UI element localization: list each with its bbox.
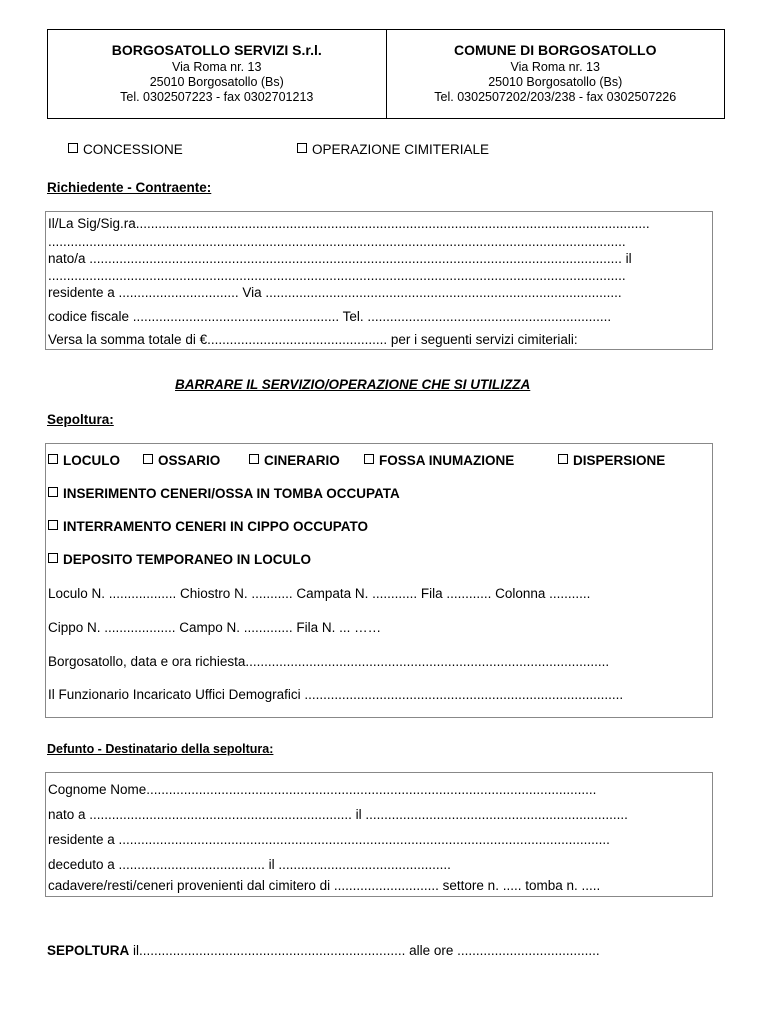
- richiedente-line[interactable]: ..........................................................................................................................................................: [48, 234, 626, 249]
- sepoltura-type-dispersione[interactable]: DISPERSIONE: [558, 453, 665, 468]
- richiedente-line[interactable]: nato/a .............................................................................................................................................. il: [48, 251, 632, 266]
- richiedente-title: Richiedente - Contraente:: [47, 180, 212, 195]
- checkbox-icon: [249, 454, 259, 464]
- defunto-title: Defunto - Destinatario della sepoltura:: [47, 742, 274, 756]
- left-org-city: 25010 Borgosatollo (Bs): [149, 75, 284, 89]
- right-org-cell: [386, 30, 725, 118]
- footer-label: SEPOLTURA: [47, 943, 130, 958]
- right-org-city: 25010 Borgosatollo (Bs): [488, 75, 623, 89]
- footer-rest: il....................................................................... alle ore ......................................: [129, 943, 600, 958]
- defunto-box: [45, 772, 713, 897]
- sepoltura-title: Sepoltura:: [47, 412, 114, 427]
- defunto-line[interactable]: Cognome Nome........................................................................................................................: [48, 782, 597, 797]
- defunto-line[interactable]: residente a ...................................................................................................................................: [48, 832, 610, 847]
- checkbox-icon: [68, 143, 78, 153]
- data-line[interactable]: Borgosatollo, data e ora richiesta.................................................................................................: [48, 654, 610, 669]
- barrare-heading: BARRARE IL SERVIZIO/OPERAZIONE CHE SI UTILIZZA: [175, 377, 531, 392]
- checkbox-icon: [48, 487, 58, 497]
- right-org-tel: Tel. 0302507202/203/238 - fax 0302507226: [434, 90, 677, 104]
- sepoltura-box: [45, 443, 713, 718]
- checkbox-icon: [48, 520, 58, 530]
- richiedente-line[interactable]: Il/La Sig/Sig.ra.........................................................................................................................................: [48, 216, 650, 231]
- funzionario-line[interactable]: Il Funzionario Incaricato Uffici Demografici .....................................................................................: [48, 687, 624, 702]
- left-org-address: Via Roma nr. 13: [172, 60, 262, 74]
- defunto-line[interactable]: deceduto a ....................................... il ..............................................: [48, 857, 451, 872]
- right-org-name: COMUNE DI BORGOSATOLLO: [454, 42, 657, 58]
- right-org-address: Via Roma nr. 13: [510, 60, 600, 74]
- richiedente-line[interactable]: residente a ................................ Via ...............................................................................................: [48, 285, 622, 300]
- sepoltura-type-fossa[interactable]: FOSSA INUMAZIONE: [364, 453, 514, 468]
- checkbox-icon: [48, 454, 58, 464]
- checkbox-icon: [558, 454, 568, 464]
- option-interramento[interactable]: INTERRAMENTO CENERI IN CIPPO OCCUPATO: [48, 519, 368, 534]
- defunto-line[interactable]: nato a ...................................................................... il ......................................................................: [48, 807, 628, 822]
- option-deposito[interactable]: DEPOSITO TEMPORANEO IN LOCULO: [48, 552, 311, 567]
- sepoltura-type-ossario[interactable]: OSSARIO: [143, 453, 220, 468]
- defunto-line[interactable]: cadavere/resti/ceneri provenienti dal cimitero di ............................ settore n. ..... tomba n. .....: [48, 878, 601, 893]
- option-concessione[interactable]: CONCESSIONE: [68, 142, 183, 157]
- option-operazione[interactable]: OPERAZIONE CIMITERIALE: [297, 142, 489, 157]
- option-inserimento[interactable]: INSERIMENTO CENERI/OSSA IN TOMBA OCCUPATA: [48, 486, 400, 501]
- left-org-tel: Tel. 0302507223 - fax 0302701213: [120, 90, 314, 104]
- footer-sepoltura-line[interactable]: [47, 943, 600, 958]
- richiedente-line[interactable]: ..........................................................................................................................................................: [48, 268, 626, 283]
- richiedente-box: [45, 211, 713, 350]
- sepoltura-type-loculo[interactable]: LOCULO: [48, 453, 120, 468]
- loculo-line[interactable]: Loculo N. .................. Chiostro N. ........... Campata N. ............ Fila ............ Colonna ...........: [48, 586, 591, 601]
- header-table: [47, 29, 725, 119]
- richiedente-line[interactable]: codice fiscale ....................................................... Tel. .................................................................: [48, 309, 612, 324]
- sepoltura-type-cinerario[interactable]: CINERARIO: [249, 453, 340, 468]
- left-org-cell: [48, 30, 386, 118]
- checkbox-icon: [364, 454, 374, 464]
- checkbox-icon: [143, 454, 153, 464]
- checkbox-icon: [297, 143, 307, 153]
- richiedente-line[interactable]: Versa la somma totale di €................................................ per i seguenti servizi cimiteriali:: [48, 332, 578, 347]
- checkbox-icon: [48, 553, 58, 563]
- cippo-line[interactable]: Cippo N. ................... Campo N. ............. Fila N. ... ……: [48, 620, 382, 635]
- left-org-name: BORGOSATOLLO SERVIZI S.r.l.: [111, 42, 322, 58]
